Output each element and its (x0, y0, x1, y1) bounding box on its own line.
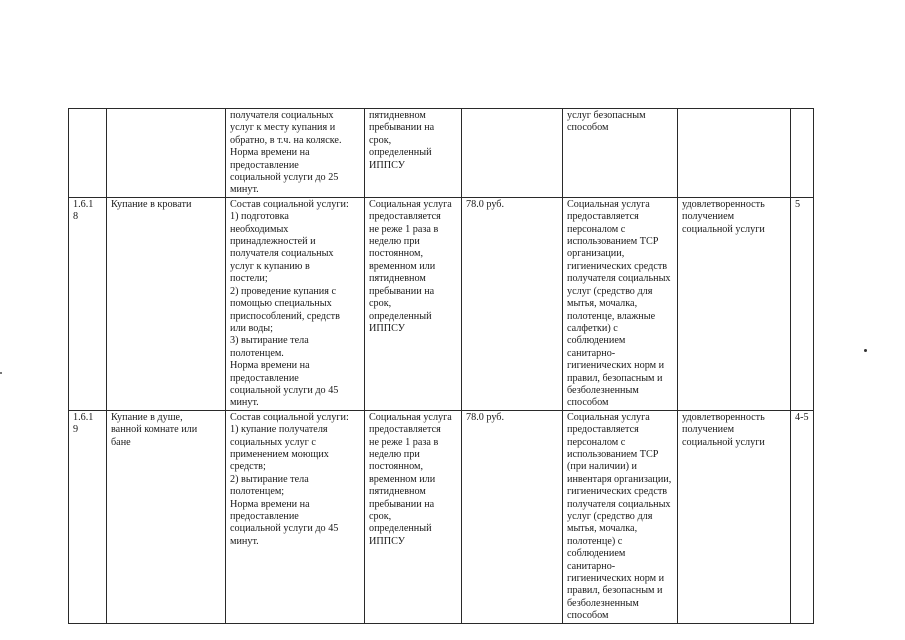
service-score-cell (791, 109, 814, 198)
service-content-cell: получателя социальных услуг к месту купания и обратно, в т.ч. на коляске. Норма времени на предоставление социальной услуги до 25 минут. (226, 109, 365, 198)
service-name-cell: Купание в кровати (107, 197, 226, 410)
service-price-cell: 78.0 руб. (462, 197, 563, 410)
service-frequency-cell: Социальная услуга предоставляется не реже 1 раза в неделю при постоянном, временном или пятидневном пребывании на срок, определенный ИППСУ (365, 410, 462, 623)
scan-speck (864, 349, 867, 352)
service-conditions-cell: Социальная услуга предоставляется персоналом с использованием ТСР организации, гигиенических средств получателя социальных услуг (средство для мытья, мочалка, полотенце, влажные салфетки) с соблюдением санитарно- гигиенических норм и правил, безопасным и безболезненным способом (563, 197, 678, 410)
service-price-cell: 78.0 руб. (462, 410, 563, 623)
service-frequency-cell: Социальная услуга предоставляется не реже 1 раза в неделю при постоянном, временном или пятидневном пребывании на срок, определенный ИППСУ (365, 197, 462, 410)
service-score-cell: 4-5 (791, 410, 814, 623)
service-conditions-cell: Социальная услуга предоставляется персоналом с использованием ТСР (при наличии) и инвентаря организации, гигиенических средств получателя социальных услуг (средство для мытья, мочалка, полотенце) с соблюдением санитарно- гигиенических норм и правил, безопасным и безболезненным способом (563, 410, 678, 623)
service-frequency-cell: пятидневном пребывании на срок, определенный ИППСУ (365, 109, 462, 198)
service-indicators-cell (678, 109, 791, 198)
service-name-cell: Купание в душе, ванной комнате или бане (107, 410, 226, 623)
table-row (69, 410, 814, 623)
table-row (69, 109, 814, 198)
table-row (69, 197, 814, 410)
services-table (68, 108, 814, 624)
service-score-cell: 5 (791, 197, 814, 410)
service-content-cell: Состав социальной услуги: 1) подготовка необходимых принадлежностей и получателя социальных услуг к купанию в постели; 2) проведение купания с помощью специальных приспособлений, средств или воды; 3) вытирание тела полотенцем. Норма времени на предоставление социальной услуги до 45 минут. (226, 197, 365, 410)
service-number-cell (69, 109, 107, 198)
service-number-cell: 1.6.1 9 (69, 410, 107, 623)
service-conditions-cell: услуг безопасным способом (563, 109, 678, 198)
service-indicators-cell: удовлетворенность получением социальной услуги (678, 197, 791, 410)
service-content-cell: Состав социальной услуги: 1) купание получателя социальных услуг с применением моющих средств; 2) вытирание тела полотенцем; Норма времени на предоставление социальной услуги до 45 минут. (226, 410, 365, 623)
service-price-cell (462, 109, 563, 198)
scan-edge-mark (0, 372, 2, 374)
service-number-cell: 1.6.1 8 (69, 197, 107, 410)
service-name-cell (107, 109, 226, 198)
service-indicators-cell: удовлетворенность получением социальной услуги (678, 410, 791, 623)
